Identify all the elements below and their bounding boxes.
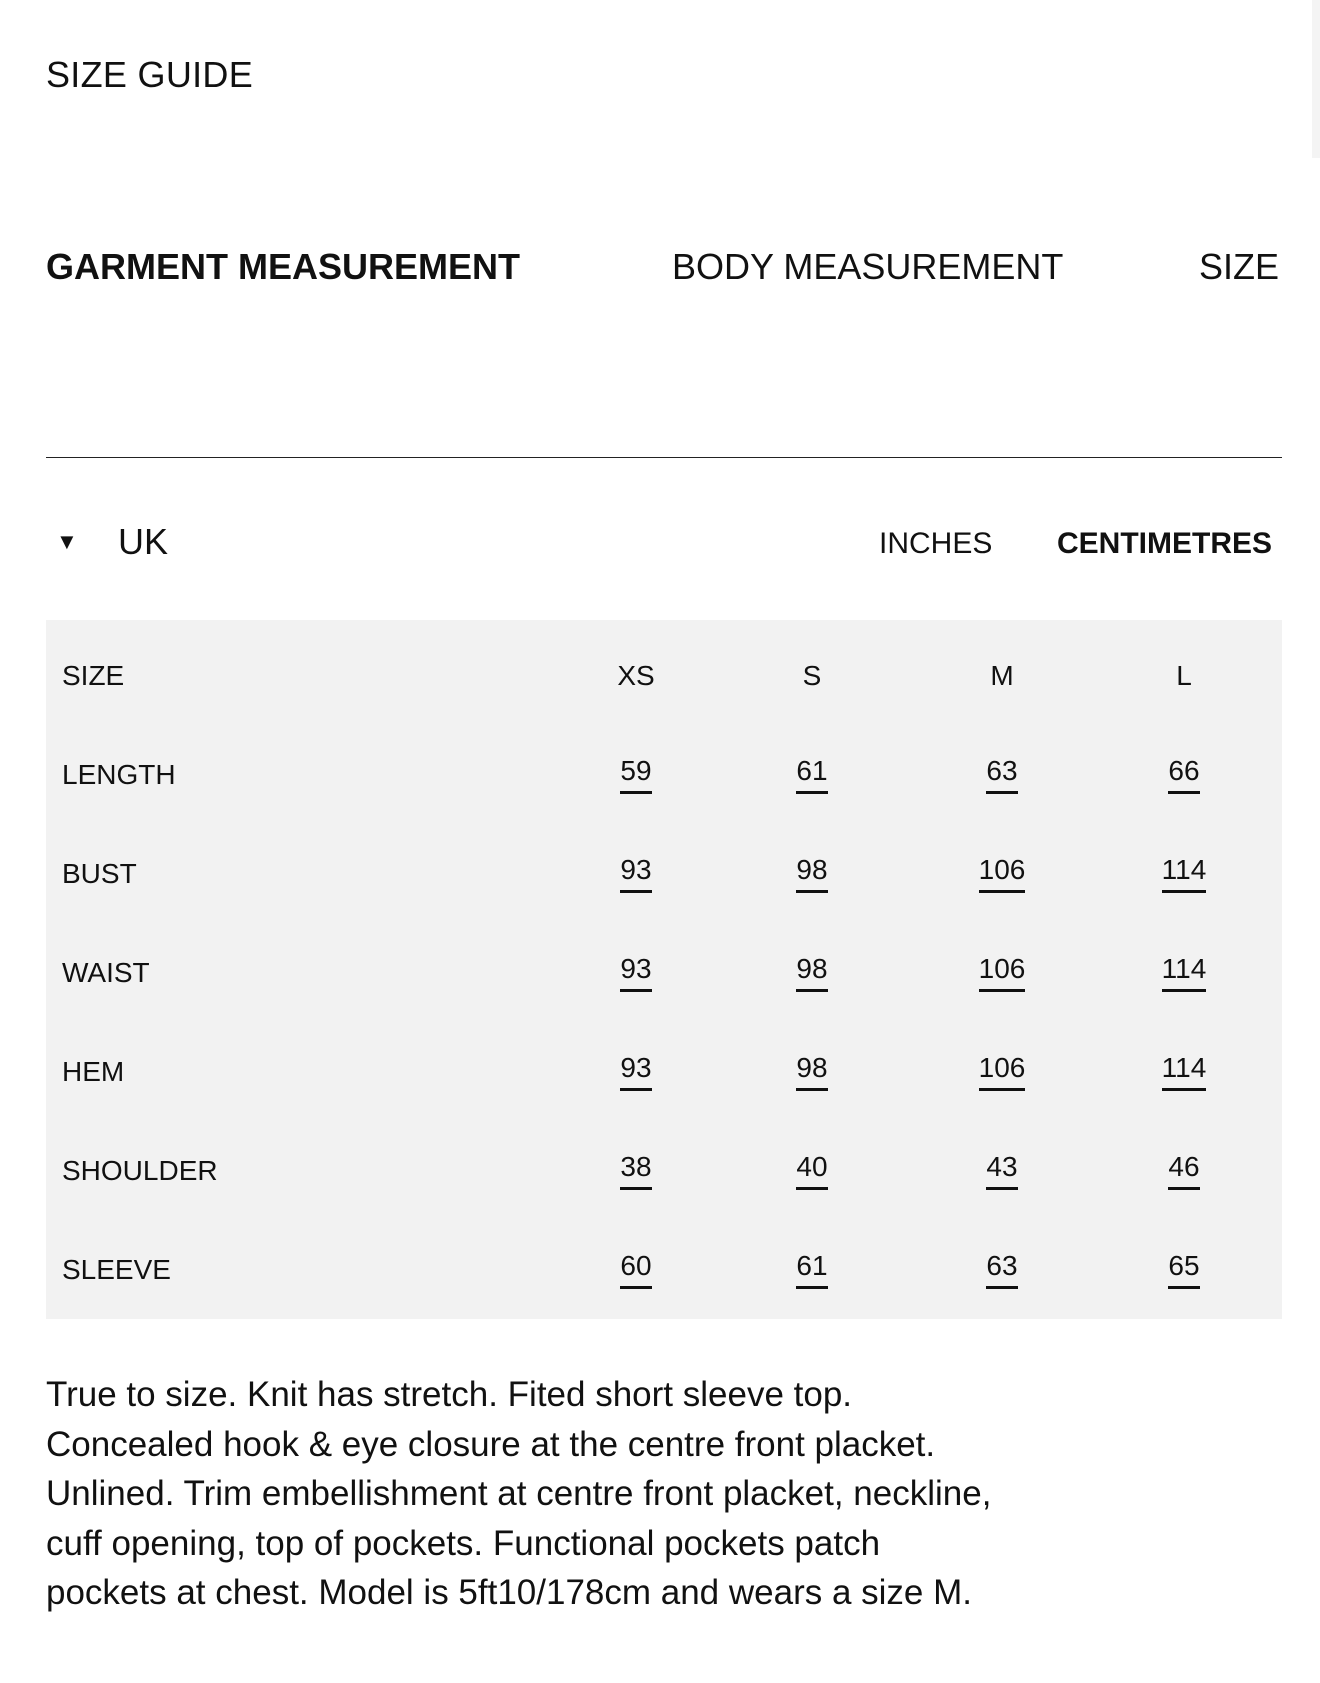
header-size-xs: XS (617, 659, 655, 691)
table-row (46, 1220, 1282, 1319)
caret-down-icon: ▼ (56, 529, 78, 554)
measurement-value[interactable]: 98 (796, 1054, 827, 1091)
measurement-value[interactable]: 43 (986, 1153, 1017, 1190)
measurement-value[interactable]: 114 (1162, 856, 1207, 893)
table-cell[interactable] (566, 1121, 706, 1220)
product-description (46, 1370, 1206, 1618)
table-cell[interactable] (1086, 1121, 1282, 1220)
measurement-value[interactable]: 93 (620, 1054, 651, 1091)
measurement-value[interactable]: 63 (986, 757, 1017, 794)
description-line: Unlined. Trim embellishment at centre front placket, neckline, (46, 1474, 992, 1513)
unit-centimetres-toggle[interactable]: CENTIMETRES (1057, 527, 1273, 560)
table-cell[interactable] (706, 824, 918, 923)
unit-inches-toggle[interactable]: INCHES (879, 527, 993, 560)
table-cell[interactable] (1086, 1022, 1282, 1121)
header-size-s: S (802, 659, 822, 691)
measurement-value[interactable]: 106 (979, 1054, 1026, 1091)
description-line: Concealed hook & eye closure at the centre front placket. (46, 1424, 936, 1464)
table-cell[interactable] (918, 1220, 1086, 1319)
measurement-value[interactable]: 63 (986, 1252, 1017, 1289)
row-label: LENGTH (62, 758, 176, 790)
description-line: True to size. Knit has stretch. Fited short sleeve top. (46, 1375, 853, 1414)
page-title: SIZE GUIDE (46, 54, 254, 95)
row-label: HEM (62, 1055, 125, 1087)
measurement-tabs (46, 246, 1286, 296)
measurement-value[interactable]: 106 (979, 856, 1026, 893)
table-cell[interactable] (566, 1220, 706, 1319)
size-table (46, 620, 1282, 1319)
header-size-l: L (1176, 659, 1192, 691)
measurement-value[interactable]: 93 (620, 955, 651, 992)
row-label: SHOULDER (62, 1154, 218, 1186)
table-cell[interactable] (1086, 923, 1282, 1022)
tab-size[interactable]: SIZE (1199, 246, 1280, 287)
measurement-value[interactable]: 61 (796, 1252, 827, 1289)
measurement-value[interactable]: 65 (1168, 1252, 1199, 1289)
measurement-value[interactable]: 46 (1168, 1153, 1199, 1190)
table-row (46, 1022, 1282, 1121)
header-size-label: SIZE (62, 659, 125, 691)
table-row (46, 824, 1282, 923)
row-label: SLEEVE (62, 1253, 171, 1285)
row-label: BUST (62, 857, 137, 889)
description-line: cuff opening, top of pockets. Functional pockets patch (46, 1523, 881, 1563)
table-cell[interactable] (918, 923, 1086, 1022)
region-dropdown[interactable] (56, 520, 168, 564)
table-cell[interactable] (918, 1022, 1086, 1121)
table-cell[interactable] (1086, 824, 1282, 923)
measurement-value[interactable]: 106 (979, 955, 1026, 992)
table-cell[interactable] (706, 1220, 918, 1319)
table-cell[interactable] (566, 725, 706, 824)
measurement-value[interactable]: 114 (1162, 1054, 1207, 1091)
table-cell[interactable] (706, 923, 918, 1022)
table-cell[interactable] (1086, 1220, 1282, 1319)
tab-body-measurement[interactable]: BODY MEASUREMENT (672, 246, 1064, 287)
table-row (46, 725, 1282, 824)
table-row (46, 1121, 1282, 1220)
table-cell[interactable] (566, 923, 706, 1022)
table-cell[interactable] (566, 1022, 706, 1121)
measurement-value[interactable]: 114 (1162, 955, 1207, 992)
table-cell[interactable] (566, 824, 706, 923)
header-size-m: M (990, 659, 1014, 691)
table-cell[interactable] (918, 824, 1086, 923)
measurement-value[interactable]: 38 (620, 1153, 651, 1190)
description-line: pockets at chest. Model is 5ft10/178cm and wears a size M. (46, 1573, 972, 1612)
table-cell[interactable] (918, 1121, 1086, 1220)
scrollbar[interactable] (1312, 0, 1320, 158)
divider (46, 457, 1282, 458)
region-label: UK (118, 521, 169, 562)
table-cell[interactable] (706, 1121, 918, 1220)
tab-garment-measurement[interactable]: GARMENT MEASUREMENT (46, 246, 520, 287)
table-cell[interactable] (706, 725, 918, 824)
table-cell[interactable] (706, 1022, 918, 1121)
table-cell[interactable] (918, 725, 1086, 824)
measurement-value[interactable]: 60 (620, 1252, 651, 1289)
measurement-value[interactable]: 93 (620, 856, 651, 893)
measurement-value[interactable]: 40 (796, 1153, 827, 1190)
table-row (46, 923, 1282, 1022)
measurement-value[interactable]: 98 (796, 955, 827, 992)
measurement-value[interactable]: 59 (620, 757, 651, 794)
table-header-row (46, 620, 1282, 725)
measurement-value[interactable]: 66 (1168, 757, 1199, 794)
measurement-value[interactable]: 98 (796, 856, 827, 893)
row-label: WAIST (62, 956, 150, 988)
measurement-value[interactable]: 61 (796, 757, 827, 794)
table-cell[interactable] (1086, 725, 1282, 824)
